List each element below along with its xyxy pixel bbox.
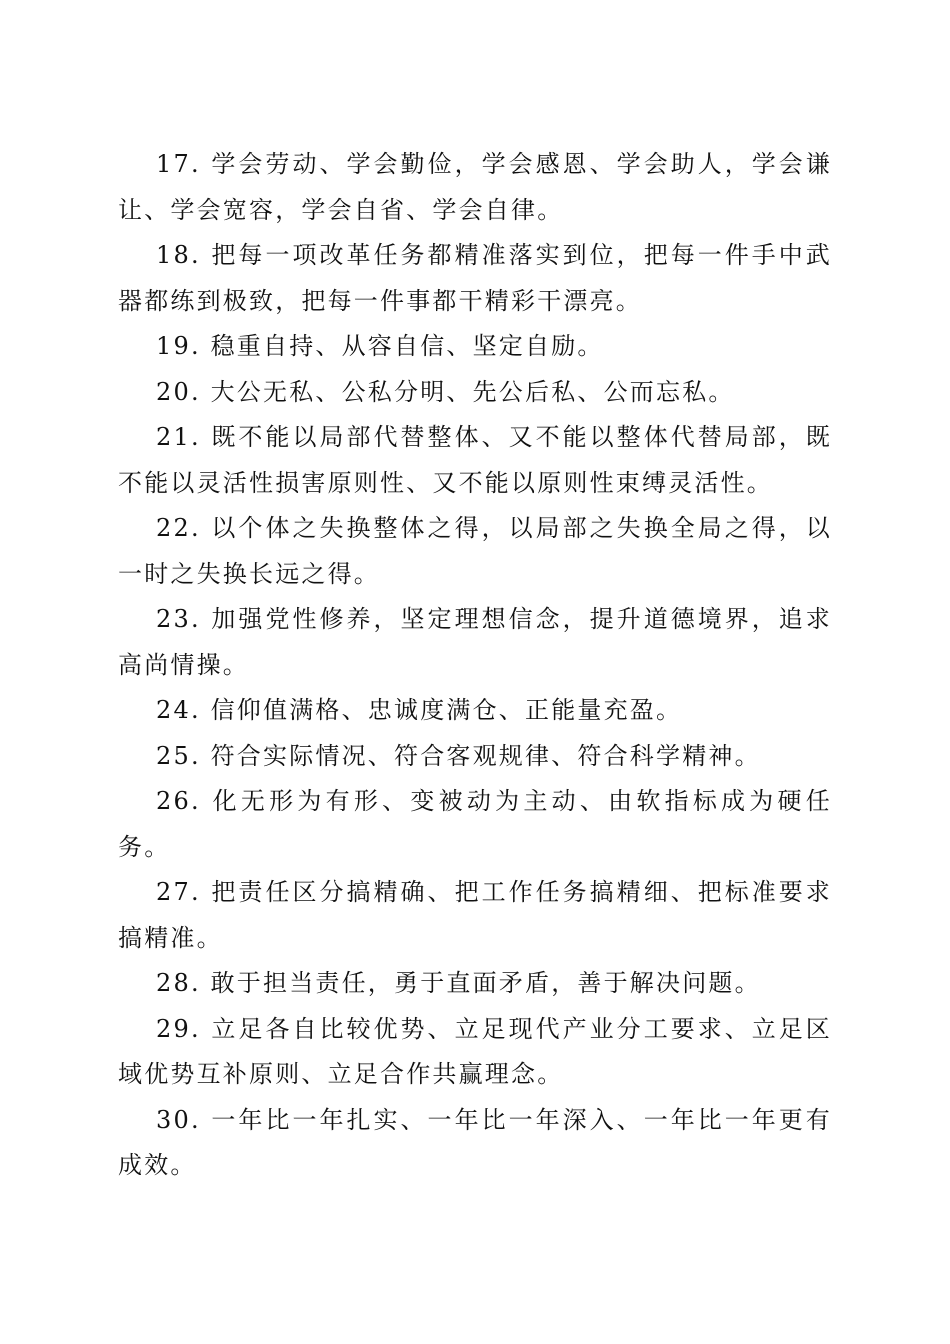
paragraph-22: 22. 以个体之失换整体之得，以局部之失换全局之得，以一时之失换长远之得。 xyxy=(118,514,832,588)
paragraph-26: 26. 化无形为有形、变被动为主动、由软指标成为硬任务。 xyxy=(118,787,832,861)
paragraph-28: 28. 敢于担当责任，勇于直面矛盾，善于解决问题。 xyxy=(156,969,761,997)
paragraph-30: 30. 一年比一年扎实、一年比一年深入、一年比一年更有成效。 xyxy=(118,1105,832,1179)
document-body xyxy=(118,142,832,1189)
paragraph-25: 25. 符合实际情况、符合客观规律、符合科学精神。 xyxy=(156,741,761,770)
paragraph-29: 29. 立足各自比较优势、立足现代产业分工要求、立足区域优势互补原则、立足合作共赢理念。 xyxy=(118,1014,832,1088)
paragraph-24: 24. 信仰值满格、忠诚度满仓、正能量充盈。 xyxy=(156,696,683,724)
paragraph-21: 21. 既不能以局部代替整体、又不能以整体代替局部，既不能以灵活性损害原则性、又不能以原则性束缚灵活性。 xyxy=(118,423,832,497)
paragraph-20: 20. 大公无私、公私分明、先公后私、公而忘私。 xyxy=(156,377,735,406)
paragraph-19: 19. 稳重自持、从容自信、坚定自励。 xyxy=(156,332,604,360)
paragraph-27: 27. 把责任区分搞精确、把工作任务搞精细、把标准要求搞精准。 xyxy=(118,878,832,952)
paragraph-17: 17. 学会劳动、学会勤俭，学会感恩、学会助人，学会谦让、学会宽容，学会自省、学会自律。 xyxy=(118,150,832,224)
paragraph-23: 23. 加强党性修养，坚定理想信念，提升道德境界，追求高尚情操。 xyxy=(118,605,832,679)
paragraph-18: 18. 把每一项改革任务都精准落实到位，把每一件手中武器都练到极致，把每一件事都干精彩干漂亮。 xyxy=(118,241,832,315)
